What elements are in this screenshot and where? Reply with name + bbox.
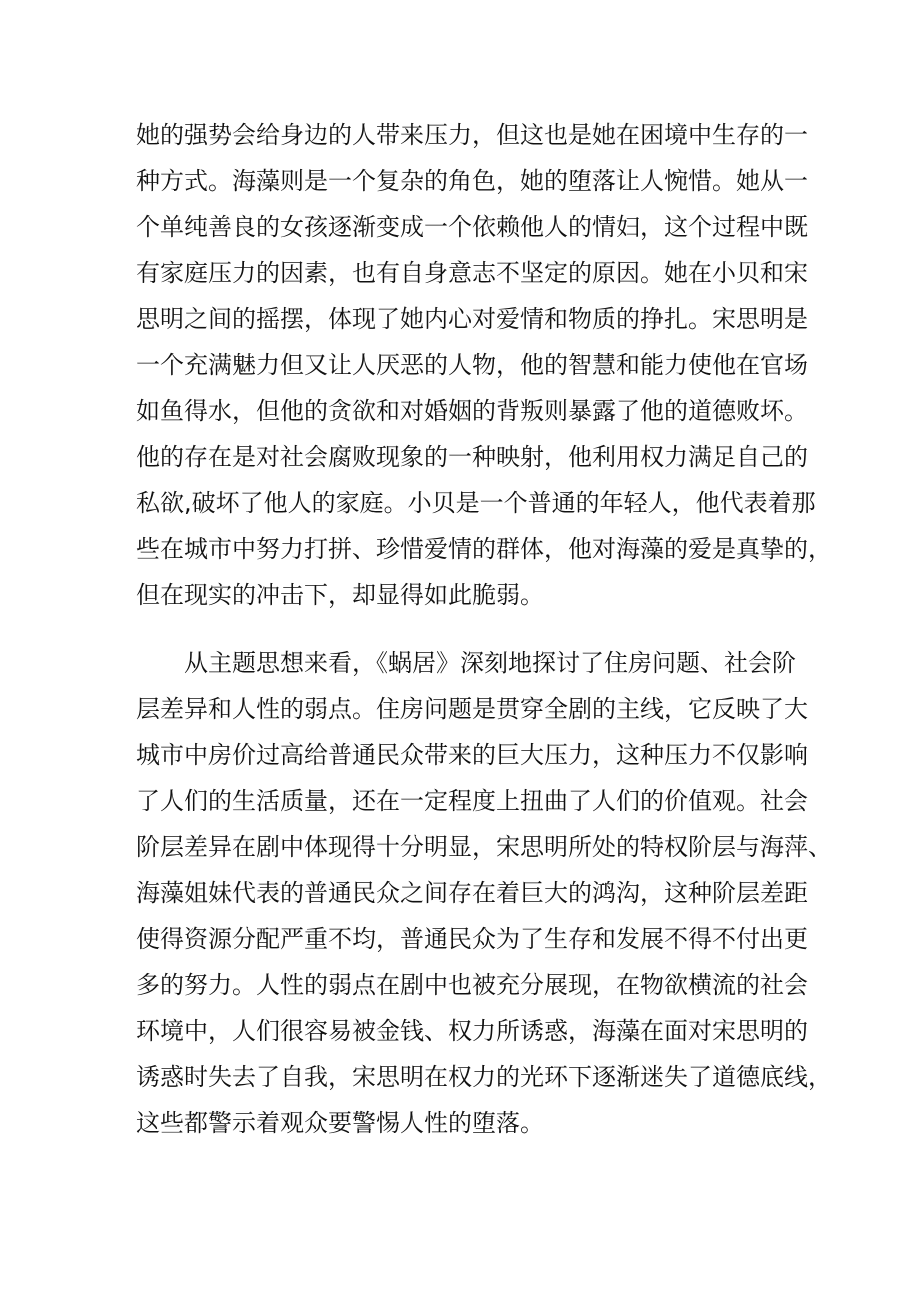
paragraph-line: 有家庭压力的因素，也有自身意志不坚定的原因。她在小贝和宋 bbox=[136, 259, 808, 287]
paragraph-line: 阶层差异在剧中体现得十分明显，宋思明所处的特权阶层与海萍、 bbox=[136, 833, 832, 861]
paragraph-line: 个单纯善良的女孩逐渐变成一个依赖他人的情妇，这个过程中既 bbox=[136, 213, 808, 241]
paragraph-first-line: 从主题思想来看，《蜗居》深刻地探讨了住房问题、社会阶 bbox=[184, 649, 796, 677]
paragraph-line: 城市中房价过高给普通民众带来的巨大压力，这种压力不仅影响 bbox=[136, 741, 808, 769]
paragraph-line: 层差异和人性的弱点。住房问题是贯穿全剧的主线，它反映了大 bbox=[136, 695, 808, 723]
paragraph-line: 思明之间的摇摆，体现了她内心对爱情和物质的挣扎。宋思明是 bbox=[136, 305, 808, 333]
paragraph-line: 多的努力。人性的弱点在剧中也被充分展现，在物欲横流的社会 bbox=[136, 971, 808, 999]
paragraph-last-line: 但在现实的冲击下，却显得如此脆弱。 bbox=[136, 581, 544, 609]
paragraph-line: 如鱼得水，但他的贪欲和对婚姻的背叛则暴露了他的道德败坏。 bbox=[136, 397, 808, 425]
paragraph-line: 私欲,破坏了他人的家庭。小贝是一个普通的年轻人，他代表着那 bbox=[136, 489, 816, 517]
paragraph-line: 海藻姐妹代表的普通民众之间存在着巨大的鸿沟，这种阶层差距 bbox=[136, 879, 808, 907]
paragraph-line: 她的强势会给身边的人带来压力，但这也是她在困境中生存的一 bbox=[136, 121, 808, 149]
paragraph-line: 了人们的生活质量，还在一定程度上扭曲了人们的价值观。社会 bbox=[136, 787, 808, 815]
paragraph-line: 诱惑时失去了自我，宋思明在权力的光环下逐渐迷失了道德底线， bbox=[136, 1063, 832, 1091]
paragraph-line: 环境中，人们很容易被金钱、权力所诱惑，海藻在面对宋思明的 bbox=[136, 1017, 808, 1045]
paragraph-1 bbox=[136, 112, 832, 618]
paragraph-line: 种方式。海藻则是一个复杂的角色，她的堕落让人惋惜。她从一 bbox=[136, 167, 808, 195]
paragraph-line: 使得资源分配严重不均，普通民众为了生存和发展不得不付出更 bbox=[136, 925, 808, 953]
paragraph-2 bbox=[136, 640, 832, 1146]
paragraph-line: 一个充满魅力但又让人厌恶的人物，他的智慧和能力使他在官场 bbox=[136, 351, 808, 379]
paragraph-line: 他的存在是对社会腐败现象的一种映射，他利用权力满足自己的 bbox=[136, 443, 808, 471]
paragraph-line: 些在城市中努力打拼、珍惜爱情的群体，他对海藻的爱是真挚的， bbox=[136, 535, 832, 563]
paragraph-last-line: 这些都警示着观众要警惕人性的堕落。 bbox=[136, 1109, 544, 1137]
